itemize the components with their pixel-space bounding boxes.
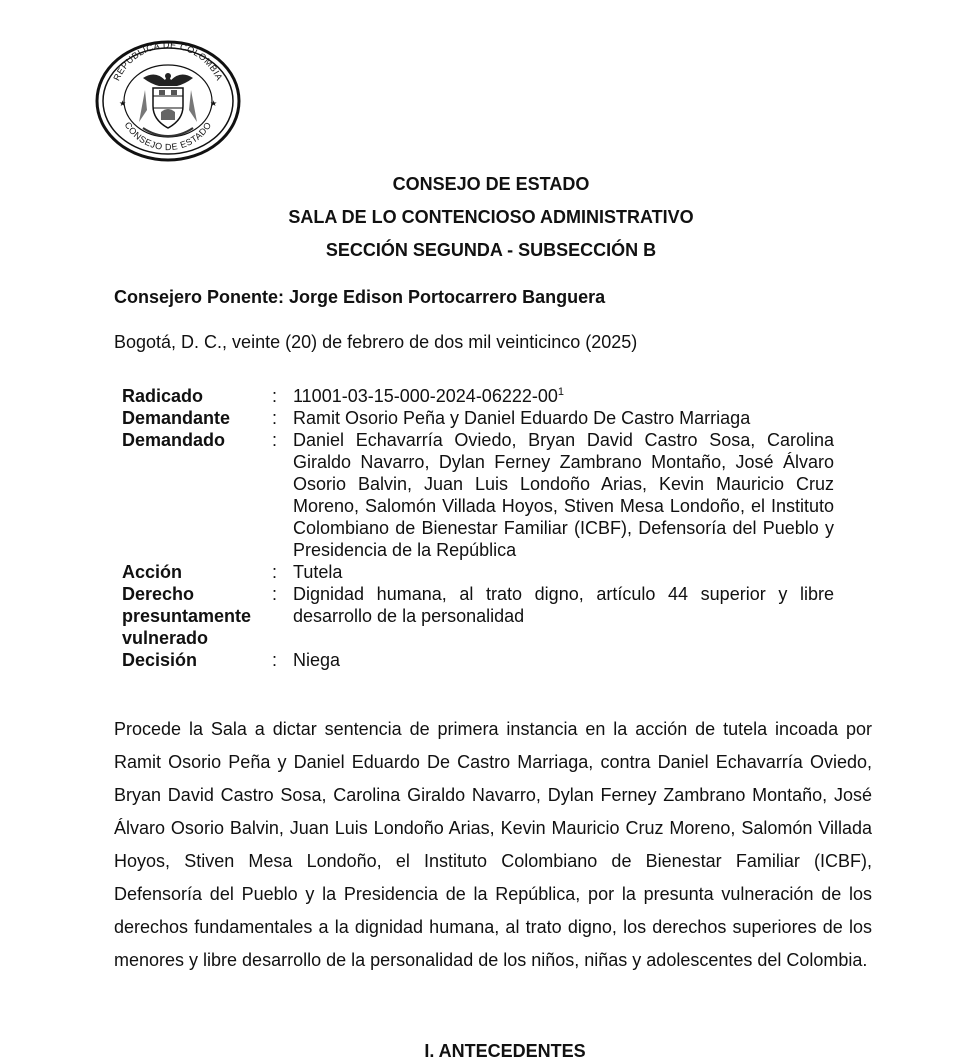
derecho-label-line-1: Derecho [122, 584, 195, 604]
accion-label: Acción [122, 562, 183, 582]
decision-value: Niega [293, 650, 341, 670]
case-info-row-accion [122, 561, 834, 583]
case-info-row-derecho [122, 583, 834, 649]
demandante-value: Ramit Osorio Peña y Daniel Eduardo De Castro Marriaga [293, 408, 751, 428]
case-info-row-decision [122, 649, 834, 671]
accion-value: Tutela [293, 562, 343, 582]
case-info-table [122, 385, 834, 671]
demandante-label: Demandante [122, 408, 231, 428]
consejero-ponente: Consejero Ponente: Jorge Edison Portocarrero Banguera [114, 287, 606, 307]
case-info-row-demandado [122, 429, 834, 561]
demandado-label: Demandado [122, 430, 226, 450]
court-name-heading: CONSEJO DE ESTADO [392, 174, 590, 194]
separator: : [272, 562, 278, 582]
section-title-antecedentes: I. ANTECEDENTES [424, 1041, 586, 1059]
footnote-marker[interactable]: 1 [557, 386, 565, 398]
separator: : [272, 408, 278, 428]
derecho-value: Dignidad humana, al trato digno, artículo 44 superior y libre desarrollo de la personalidad [293, 584, 834, 626]
derecho-label-line-2: presuntamente [122, 606, 252, 626]
ponente-name: Jorge Edison Portocarrero Banguera [289, 287, 606, 307]
separator: : [272, 386, 278, 406]
seal-bottom-text: CONSEJO DE ESTADO [122, 120, 214, 153]
chamber-heading: SALA DE LO CONTENCIOSO ADMINISTRATIVO [288, 207, 694, 227]
case-info-row-demandante [122, 407, 834, 429]
separator: : [272, 650, 278, 670]
demandado-value: Daniel Echavarría Oviedo, Bryan David Castro Sosa, Carolina Giraldo Navarro, Dylan Ferney Zambrano Montaño, José Álvaro Osorio Balvin, Juan Luis Londoño Arias, Kevin Mauricio Cruz Moreno, Salomón Villada Hoyos, Stiven Mesa Londoño, el Instituto Colombiano de Bienestar Familiar (ICBF), Defensoría del Pueblo y Presidencia de la República [293, 430, 834, 560]
consejo-de-estado-seal [95, 40, 241, 162]
section-heading: SECCIÓN SEGUNDA - SUBSECCIÓN B [325, 240, 657, 260]
svg-text:★: ★ [119, 99, 127, 108]
case-info-row-radicado [122, 385, 834, 407]
ponente-label: Consejero Ponente [114, 287, 279, 307]
derecho-label-line-3: vulnerado [122, 628, 209, 648]
radicado-label: Radicado [122, 386, 204, 406]
decision-label: Decisión [122, 650, 198, 670]
seal-top-text: REPUBLICA DE COLOMBIA [111, 40, 225, 83]
separator: : [272, 430, 278, 450]
body-paragraph: Procede la Sala a dictar sentencia de primera instancia en la acción de tutela incoada por Ramit Osorio Peña y Daniel Eduardo De Castro Marriaga, contra Daniel Echavarría Oviedo, Bryan David Castro Sosa, Carolina Giraldo Navarro, Dylan Ferney Zambrano Montaño, José Álvaro Osorio Balvin, Juan Luis Londoño Arias, Kevin Mauricio Cruz Moreno, Salomón Villada Hoyos, Stiven Mesa Londoño, el Instituto Colombiano de Bienestar Familiar (ICBF), Defensoría del Pueblo y la Presidencia de la República, por la presunta vulneración de los derechos fundamentales a la dignidad humana, al trato digno, los derechos superiores de los menores y libre desarrollo de la personalidad de los niños, niñas y adolescentes del Colombia. [114, 719, 872, 970]
separator: : [272, 584, 278, 604]
place-date: Bogotá, D. C., veinte (20) de febrero de dos mil veinticinco (2025) [114, 332, 638, 352]
radicado-value: 11001-03-15-000-2024-06222-00 [293, 386, 558, 406]
svg-text:★: ★ [210, 99, 218, 108]
